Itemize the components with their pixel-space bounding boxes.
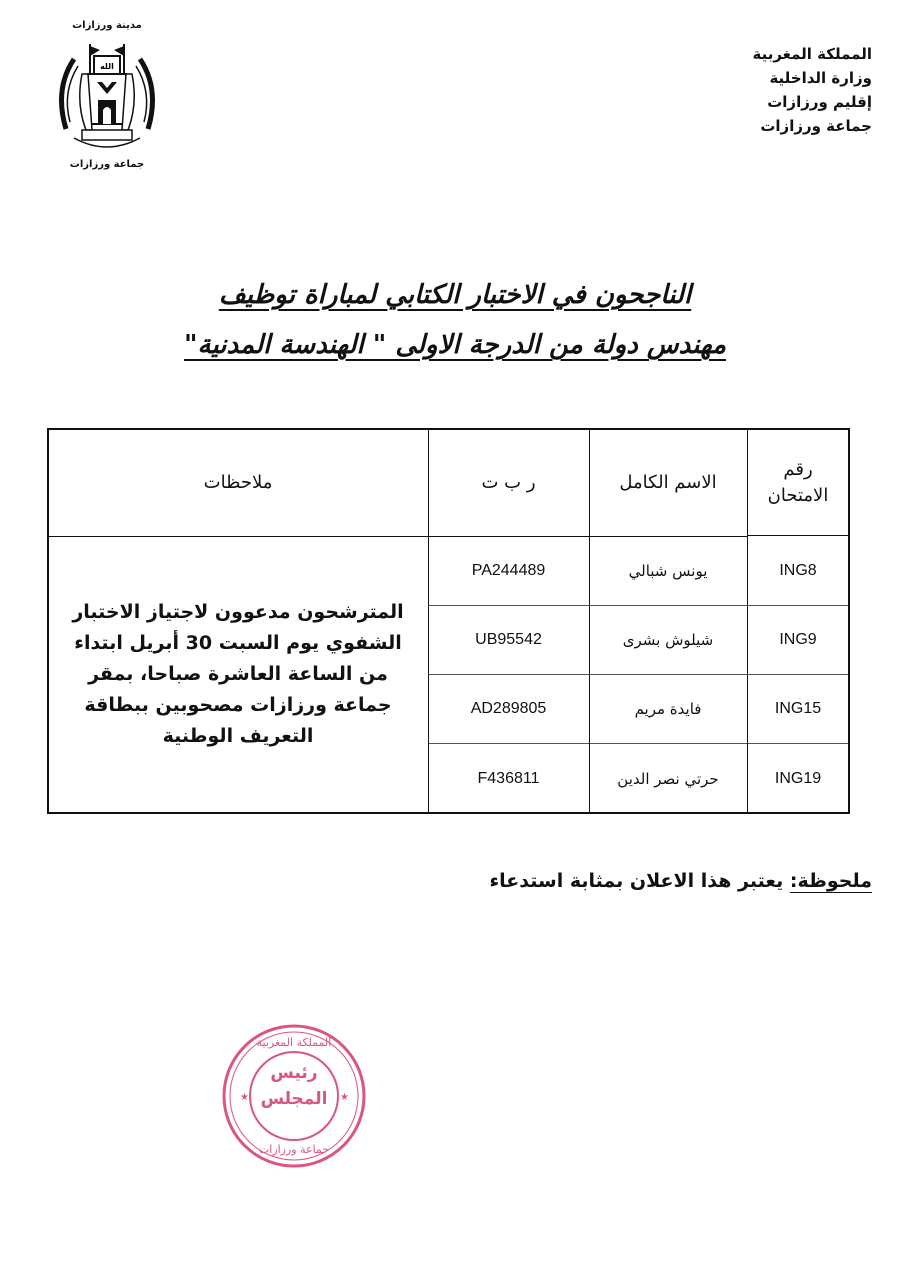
stamp-inner-line-1: رئيس [270, 1063, 318, 1083]
results-table [47, 428, 850, 814]
logo-top-text: مدينة ورزازات [72, 20, 142, 31]
footer-note-label: ملحوظة: [789, 870, 872, 892]
footer-note [489, 870, 872, 892]
header-exam-number: رقم الامتحان [748, 430, 848, 536]
council-president-stamp [220, 1022, 368, 1170]
coat-of-arms-icon [52, 34, 162, 159]
logo-bottom-text: جماعة ورزازات [69, 159, 145, 170]
header-notes: ملاحظات [48, 430, 428, 537]
svg-text:★: ★ [340, 1092, 349, 1103]
title-line-2: مهندس دولة من الدرجة الاولى " الهندسة المدنية" [183, 330, 727, 360]
table-cell-exam-number: ING19 [774, 769, 822, 787]
table-cell-full-name: يونس شبالي [589, 537, 747, 606]
stamp-ring-top-text: المملكة المغربية [256, 1036, 332, 1049]
municipality-logo [52, 20, 162, 170]
header-full-name: الاسم الكامل [589, 430, 747, 537]
table-cell-exam-number: ING15 [748, 675, 848, 744]
table-cell-full-name: شيلوش بشرى [589, 606, 747, 675]
full-name-column [589, 430, 748, 812]
header-id-card: ر ب ت [428, 430, 589, 537]
svg-text:الله: الله [100, 62, 114, 71]
footer-note-text: يعتبر هذا الاعلان بمثابة استدعاء [489, 870, 790, 892]
header-line-province: إقليم ورزازات [767, 93, 872, 111]
stamp-ring-bottom-text: جماعة ورزازات [258, 1143, 330, 1156]
table-cell-full-name: فايدة مريم [589, 675, 747, 744]
notes-cell: المترشحون مدعوون لاجتياز الاختبار الشفوي يوم السبت 30 أبريل ابتداء من الساعة العاشرة صباحا، بمقر جماعة ورزازات مصحوبين ببطاقة التعريف الوطنية [72, 601, 404, 747]
table-cell-id-card: UB95542 [428, 606, 589, 675]
table-cell-id-card: F436811 [477, 769, 540, 787]
notes-column [48, 430, 429, 812]
title-line-1: الناجحون في الاختبار الكتابي لمباراة توظيف [218, 280, 692, 310]
document-title [90, 270, 820, 370]
table-cell-id-card: PA244489 [428, 537, 589, 606]
table-cell-id-card: AD289805 [428, 675, 589, 744]
table-cell-exam-number: ING8 [748, 537, 848, 606]
exam-number-column [748, 430, 848, 812]
id-card-column [428, 430, 590, 812]
administrative-header [652, 42, 872, 138]
table-cell-full-name: حرتي نصر الدين [617, 769, 719, 788]
stamp-inner-line-2: المجلس [260, 1089, 328, 1109]
svg-text:★: ★ [240, 1092, 249, 1103]
table-cell-exam-number: ING9 [748, 606, 848, 675]
header-line-kingdom: المملكة المغربية [752, 45, 872, 63]
header-line-commune: جماعة ورزازات [760, 117, 872, 135]
header-line-ministry: وزارة الداخلية [769, 69, 872, 87]
stamp-inner-text [220, 1060, 368, 1112]
